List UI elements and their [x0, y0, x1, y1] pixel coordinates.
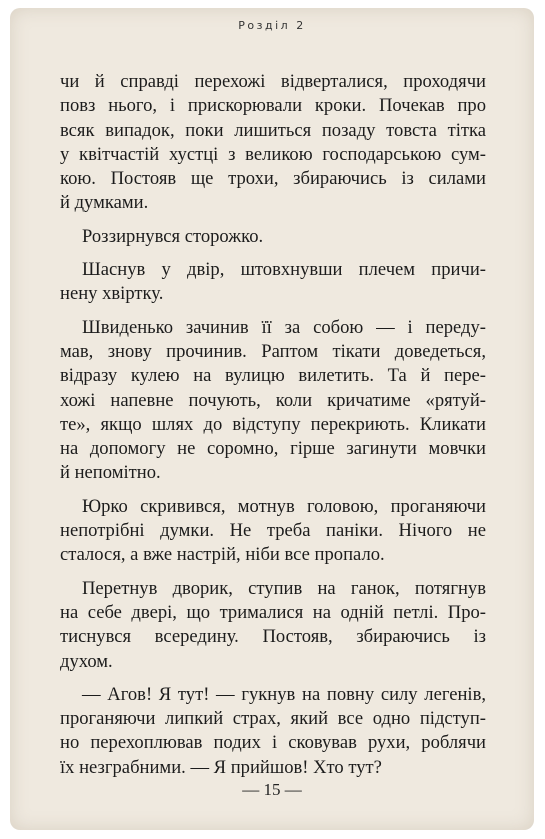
- text-line: відразу кулею на вулицю вилетить. Та й пере-: [60, 365, 486, 387]
- text-line: чи й справді перехожі відверталися, проходячи: [60, 71, 486, 92]
- text-line: тиснувся всередину. Постояв, збираючись із: [60, 626, 486, 648]
- text-line: — Агов! Я тут! — гукнув на повну силу легенів,: [82, 683, 486, 705]
- text-line: Шаснув у двір, штовхнувши плечем причи-: [82, 259, 486, 281]
- text-line: хожі напевне почують, коли кричатиме «рятуй-: [60, 389, 486, 411]
- text-line: на допомогу не соромно, гірше загинути мовчки: [60, 438, 486, 460]
- paragraph: [60, 577, 486, 674]
- text-line: Швиденько зачинив її за собою — і переду-: [82, 316, 486, 338]
- text-line: проганяючи липкий страх, який все одно підступ-: [60, 708, 486, 730]
- text-line: но перехоплював подих і сковував рухи, роблячи: [60, 732, 486, 754]
- paragraph: [60, 70, 486, 216]
- text-line: духом.: [60, 650, 113, 672]
- text-line: всяк випадок, поки лишиться позаду товста тітка: [60, 119, 486, 141]
- book-page: [10, 8, 534, 830]
- running-header: Розділ 2: [238, 19, 306, 32]
- paragraph: [60, 258, 486, 307]
- text-line: на себе двері, що трималися на одній петлі. Про-: [60, 601, 486, 623]
- paragraph: [60, 316, 486, 486]
- text-line: повз нього, і прискорювали кроки. Почекав про: [60, 95, 486, 117]
- body-text: [60, 70, 486, 789]
- text-line: Роззирнувся сторожко.: [82, 225, 264, 247]
- text-line: кою. Постояв ще трохи, збираючись із силами: [60, 168, 486, 190]
- text-line: у квітчастій хустці з великою господарською сум-: [60, 143, 486, 165]
- text-line: сталося, а вже настрій, ніби все пропало.: [60, 544, 385, 566]
- text-line: й непомітно.: [60, 462, 161, 484]
- text-line: мав, знову прочинив. Раптом тікати доведеться,: [60, 340, 486, 362]
- paragraph: [60, 683, 486, 780]
- text-line: непотрібні думки. Не треба паніки. Нічого не: [60, 520, 486, 542]
- text-line: й думками.: [60, 192, 149, 214]
- paragraph: [60, 495, 486, 568]
- text-line: Перетнув дворик, ступив на ганок, потягнув: [82, 577, 486, 599]
- text-line: те», якщо шлях до відступу перекриють. Кликати: [60, 413, 486, 435]
- text-line: їх незграбними. — Я прийшов! Хто тут?: [60, 756, 382, 778]
- text-line: нену хвіртку.: [60, 283, 164, 305]
- text-line: Юрко скривився, мотнув головою, проганяючи: [82, 495, 486, 517]
- paragraph: [60, 225, 486, 249]
- page-number: — 15 —: [242, 780, 302, 799]
